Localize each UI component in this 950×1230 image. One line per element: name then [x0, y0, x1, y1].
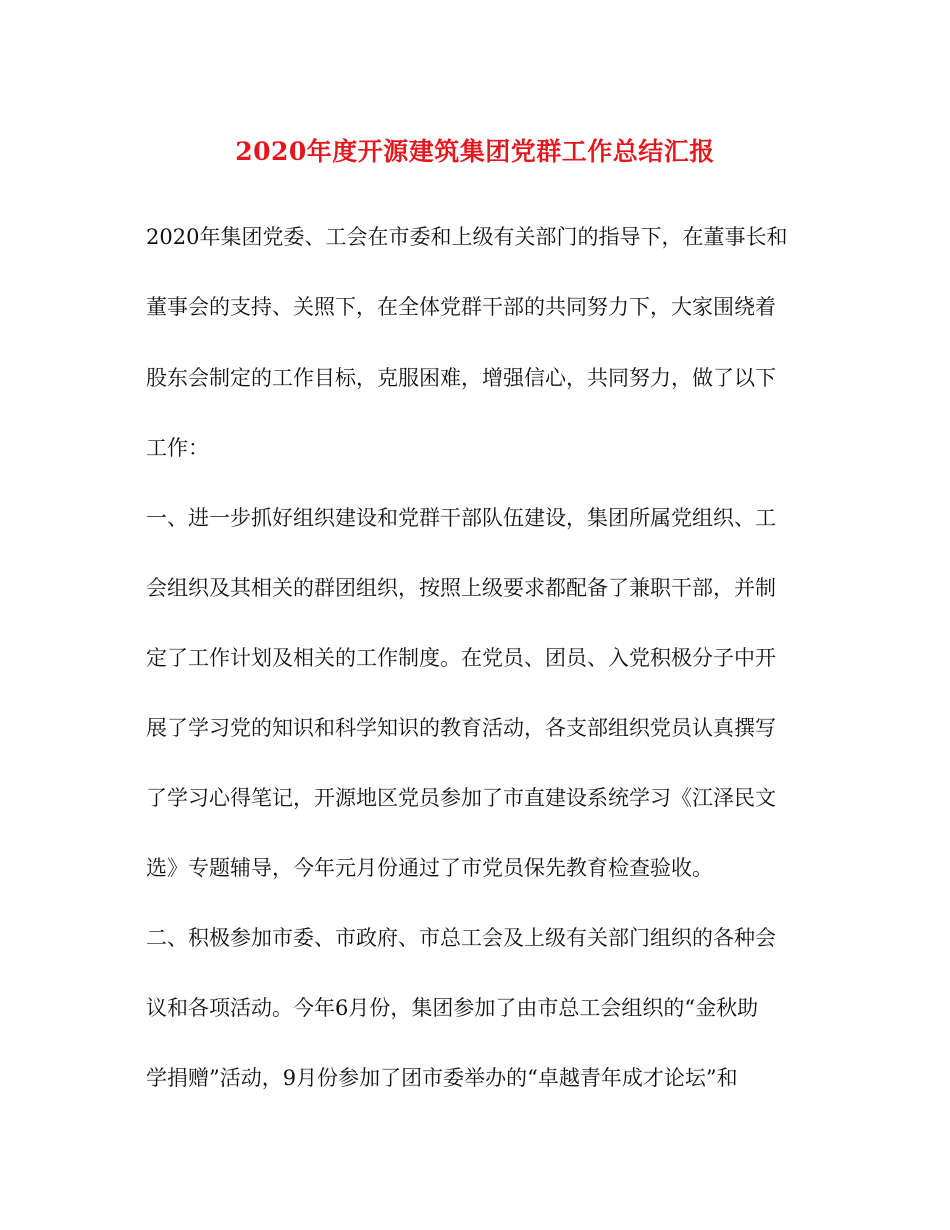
body-line-13: 学捐赠”活动，9月份参加了团市委举办的“卓越青年成才论坛”和: [146, 1066, 738, 1090]
document-title: 2020年度开源建筑集团党群工作总结汇报: [235, 137, 715, 166]
body-line-3: 股东会制定的工作目标，克服困难，增强信心，共同努力，做了以下: [146, 366, 776, 390]
body-line-9: 了学习心得笔记，开源地区党员参加了市直建设系统学习《江泽民文: [146, 786, 776, 810]
body-line-1: 2020年集团党委、工会在市委和上级有关部门的指导下，在董事长和: [146, 225, 788, 249]
body-line-10: 选》专题辅导，今年元月份通过了市党员保先教育检查验收。: [146, 856, 713, 880]
body-line-12: 议和各项活动。今年6月份，集团参加了由市总工会组织的“金秋助: [146, 996, 759, 1020]
body-line-6: 会组织及其相关的群团组织，按照上级要求都配备了兼职干部，并制: [146, 576, 776, 600]
body-line-7: 定了工作计划及相关的工作制度。在党员、团员、入党积极分子中开: [146, 646, 776, 670]
body-line-4: 工作：: [146, 436, 209, 460]
body-line-2: 董事会的支持、关照下，在全体党群干部的共同努力下，大家围绕着: [146, 295, 776, 319]
body-line-8: 展了学习党的知识和科学知识的教育活动，各支部组织党员认真撰写: [146, 716, 776, 740]
body-line-5: 一、进一步抓好组织建设和党群干部队伍建设，集团所属党组织、工: [146, 506, 776, 530]
body-line-11: 二、积极参加市委、市政府、市总工会及上级有关部门组织的各种会: [146, 926, 776, 950]
